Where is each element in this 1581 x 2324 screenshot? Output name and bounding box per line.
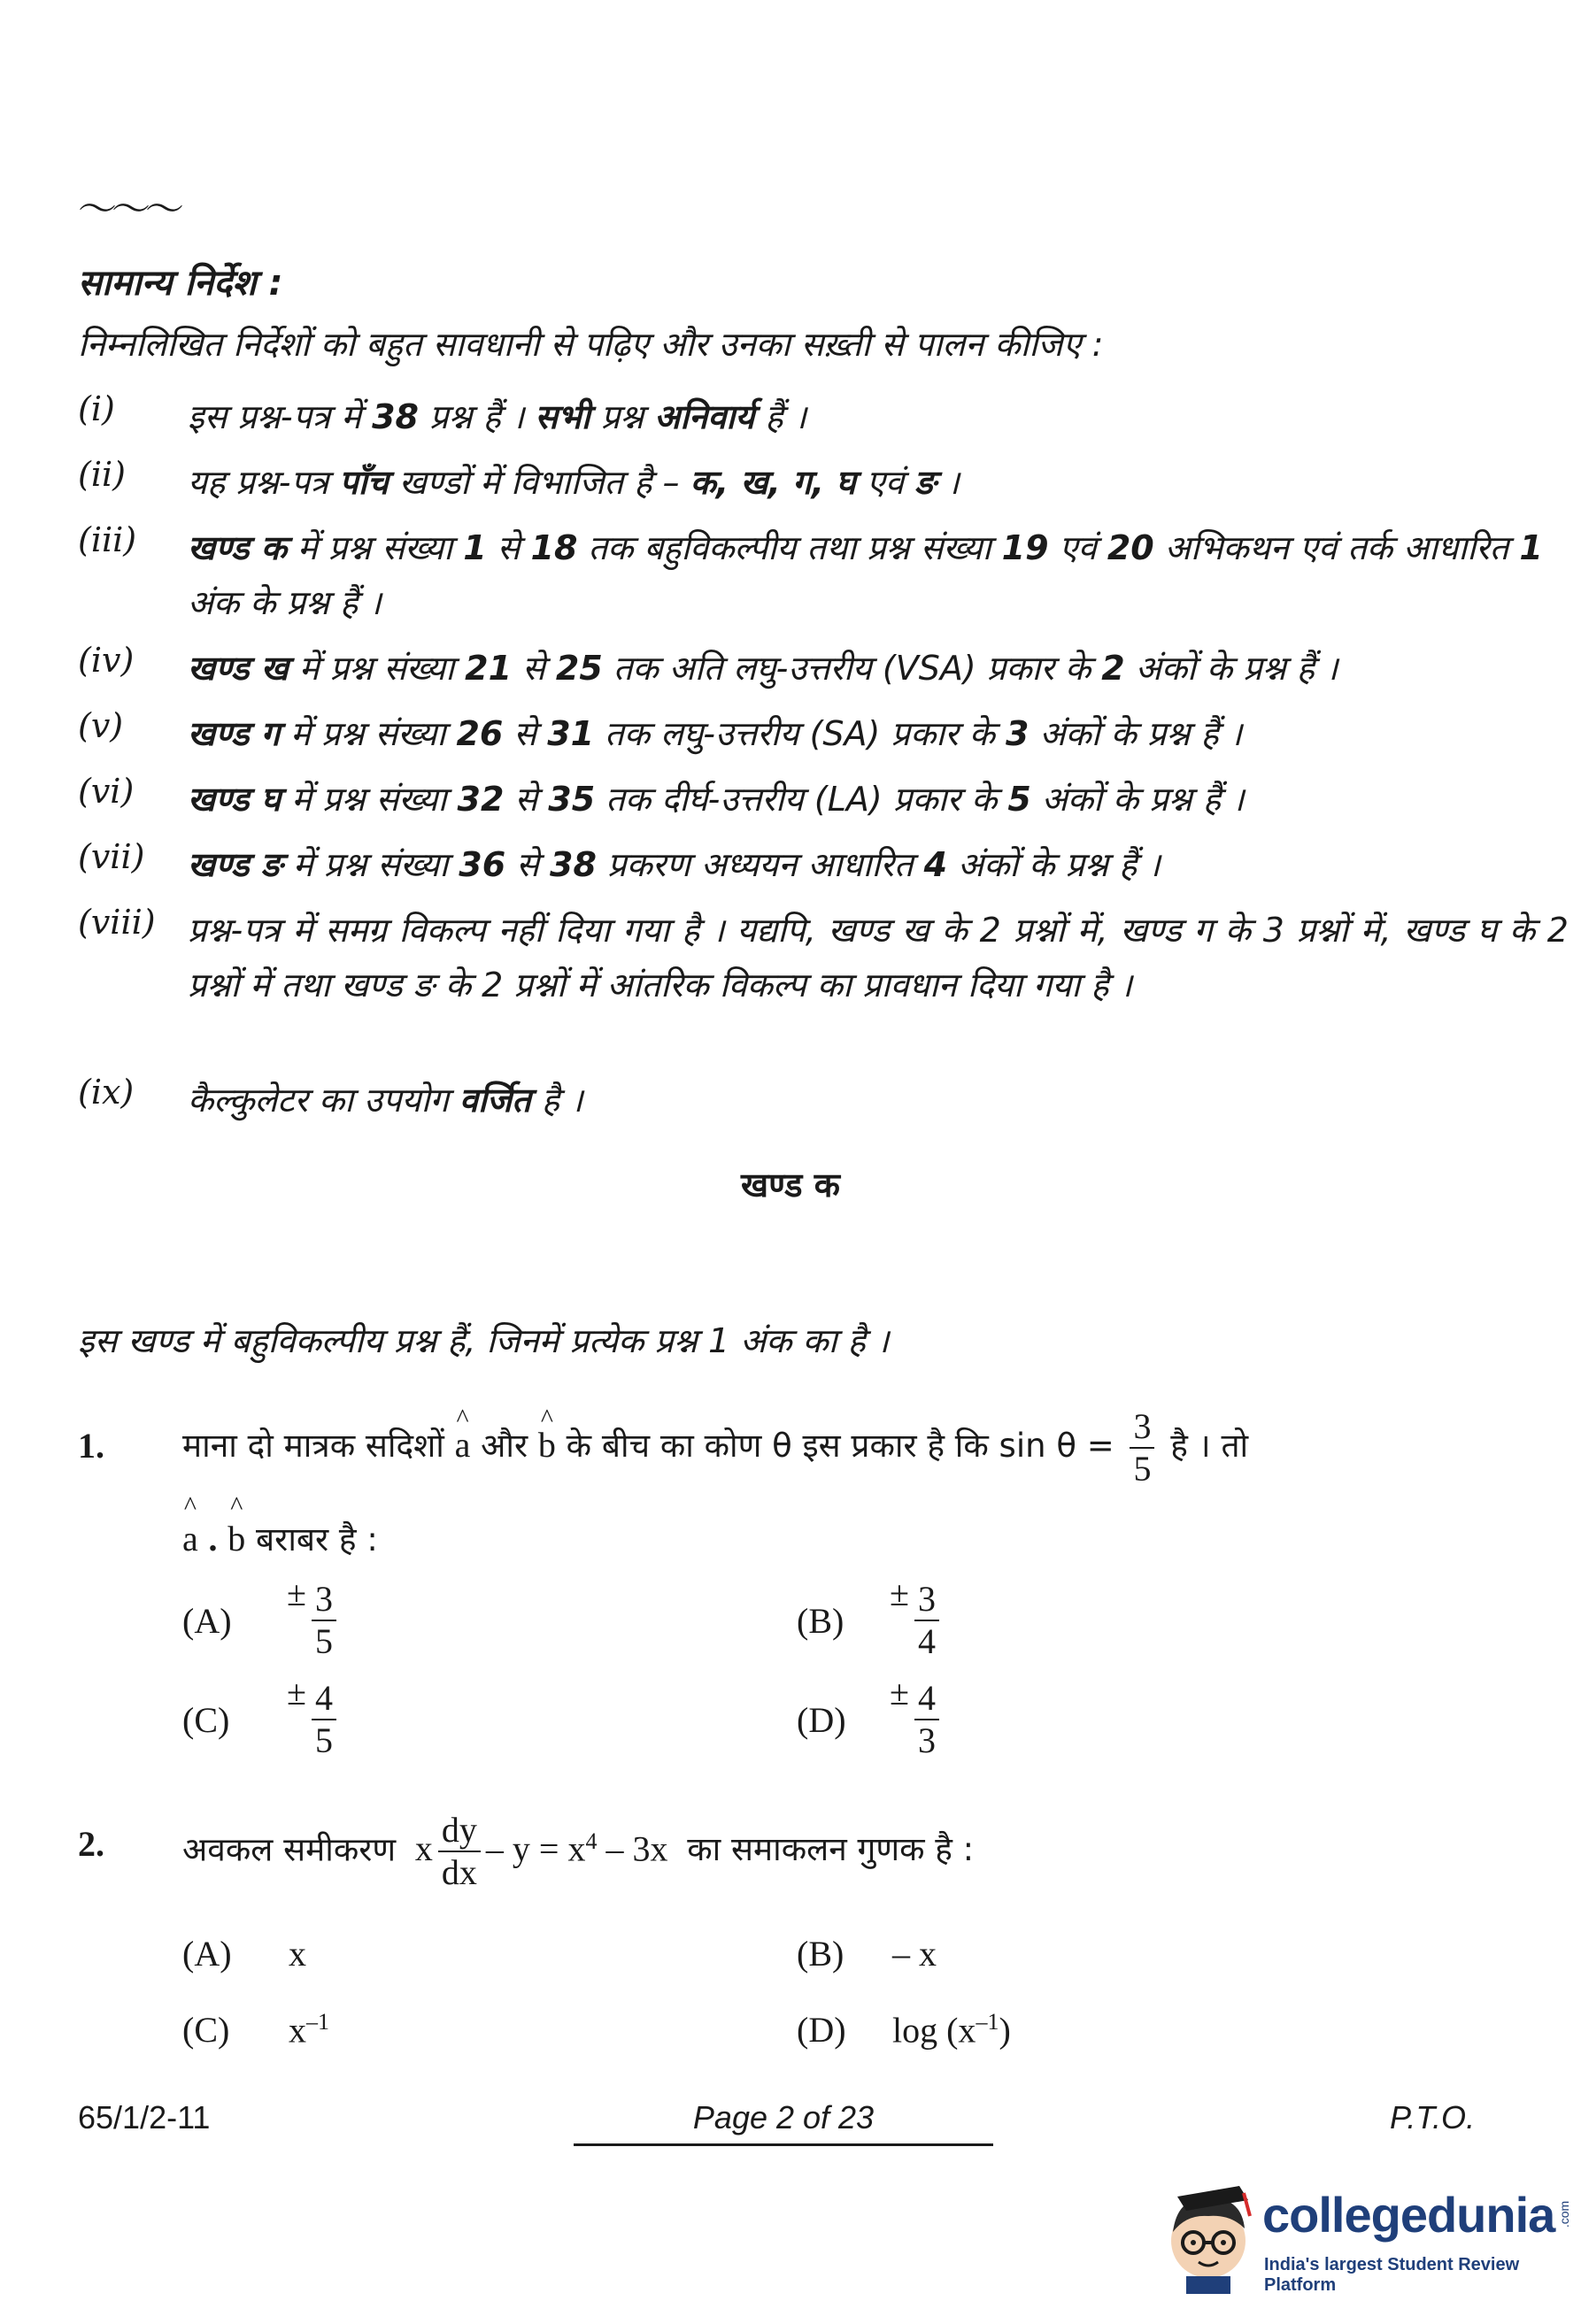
option[interactable]: (D) $\log (x^{-1})$ [797, 2009, 1011, 2051]
brand-suffix: .com [1557, 2200, 1572, 2228]
instruction-text: कैल्कुलेटर का उपयोग वर्जित है । [188, 1081, 583, 1120]
option[interactable]: (A) ± $\frac{3}{5}$ [182, 1579, 625, 1667]
question-text: माना दो मात्रक सदिशों ^ a और ^ b के बीच का कोण θ इस प्रकार है कि sin θ = $\frac{3}{5}$ है । तो [182, 1404, 1249, 1489]
instruction-number: (ix) [78, 1073, 135, 1112]
option[interactable]: (B) – x [797, 1934, 937, 1974]
question-number: 1. [78, 1426, 104, 1466]
question-text-line2: ^ a . ^ b बराबर है : [182, 1491, 378, 1558]
instruction-number: (vi) [78, 772, 135, 811]
vector-b: ^ b [228, 1491, 246, 1558]
section-title: खण्ड क [741, 1166, 840, 1204]
instruction-number: (v) [78, 706, 124, 745]
fraction: $\frac{dy}{dx}$ [438, 1810, 481, 1893]
instruction-text: प्रश्न-पत्र में समग्र विकल्प नहीं दिया गया है । यद्यपि, खण्ड ख के 2 प्रश्नों में, खण्ड ग के 3 प्रश्नों में, खण्ड घ के 2 प्रश्नों में तथा खण्ड ङ के 2 प्रश्नों में आंतरिक विकल्प का प्रावधान दिया गया है । [188, 911, 1569, 1004]
instruction-text: यह प्रश्न-पत्र पाँच खण्डों में विभाजित है – क, ख, ग, घ एवं ङ । [188, 463, 960, 502]
instruction-number: (iii) [78, 520, 137, 559]
header-decor: 〜〜〜 [78, 187, 179, 232]
brand-name: collegedunia [1262, 2187, 1555, 2243]
instruction-number: (i) [78, 389, 115, 428]
instruction-text: इस प्रश्न-पत्र में 38 प्रश्न हैं । सभी प्रश्न अनिवार्य हैं । [188, 397, 806, 436]
section-intro: इस खण्ड में बहुविकल्पीय प्रश्न हैं, जिनमें प्रत्येक प्रश्न 1 अंक का है । [78, 1321, 890, 1360]
vector-a: ^ a [182, 1491, 198, 1558]
option[interactable]: (A) x [182, 1934, 306, 1974]
brand-tagline: India's largest Student Review Platform [1264, 2255, 1520, 2295]
paper-code: 65/1/2-11 [78, 2099, 211, 2135]
instructions-intro: निम्नलिखित निर्देशों को बहुत सावधानी से पढ़िए और उनका सख़्ती से पालन कीजिए : [78, 325, 1104, 364]
instruction-text: खण्ड ख में प्रश्न संख्या 21 से 25 तक अति लघु-उत्तरीय (VSA) प्रकार के 2 अंकों के प्रश्न हैं । [188, 649, 1338, 688]
instruction-text: खण्ड ङ में प्रश्न संख्या 36 से 38 प्रकरण अध्ययन आधारित 4 अंकों के प्रश्न हैं । [188, 845, 1161, 884]
page-number: Page 2 of 23 [692, 2099, 875, 2135]
option[interactable]: (B) ± $\frac{3}{4}$ [797, 1579, 1239, 1667]
instruction-number: (iv) [78, 641, 135, 680]
instruction-text: खण्ड घ में प्रश्न संख्या 32 से 35 तक दीर्घ-उत्तरीय (LA) प्रकार के 5 अंकों के प्रश्न हैं । [188, 780, 1245, 819]
instruction-text: खण्ड ग में प्रश्न संख्या 26 से 31 तक लघु-उत्तरीय (SA) प्रकार के 3 अंकों के प्रश्न हैं । [188, 714, 1243, 753]
question-number: 2. [78, 1824, 104, 1864]
instruction-number: (vii) [78, 837, 145, 876]
pto-label: P.T.O. [1390, 2099, 1476, 2135]
instruction-number: (viii) [78, 903, 156, 942]
option[interactable]: (C) $x^{-1}$ [182, 2009, 329, 2051]
question-text: अवकल समीकरण x $\frac{dy}{dx}$ – $y = x^4 - 3x$ का समाकलन गुणक है : [182, 1809, 975, 1892]
option[interactable]: (C) ± $\frac{4}{5}$ [182, 1678, 625, 1766]
page-underline [574, 2143, 993, 2146]
vector-b: ^ b [537, 1404, 556, 1465]
instruction-text: खण्ड क में प्रश्न संख्या 1 से 18 तक बहुविकल्पीय तथा प्रश्न संख्या 19 एवं 20 अभिकथन एवं तर्क आधारित 1 अंक के प्रश्न हैं । [188, 528, 1543, 622]
instruction-number: (ii) [78, 455, 126, 494]
instructions-heading: सामान्य निर्देश : [78, 263, 283, 304]
brand-mascot [1160, 2170, 1257, 2294]
option[interactable]: (D) ± $\frac{4}{3}$ [797, 1678, 1239, 1766]
mascot-icon [1160, 2170, 1257, 2294]
fraction: $\frac{3}{5}$ [1130, 1406, 1154, 1489]
vector-a: ^ a [454, 1404, 471, 1465]
